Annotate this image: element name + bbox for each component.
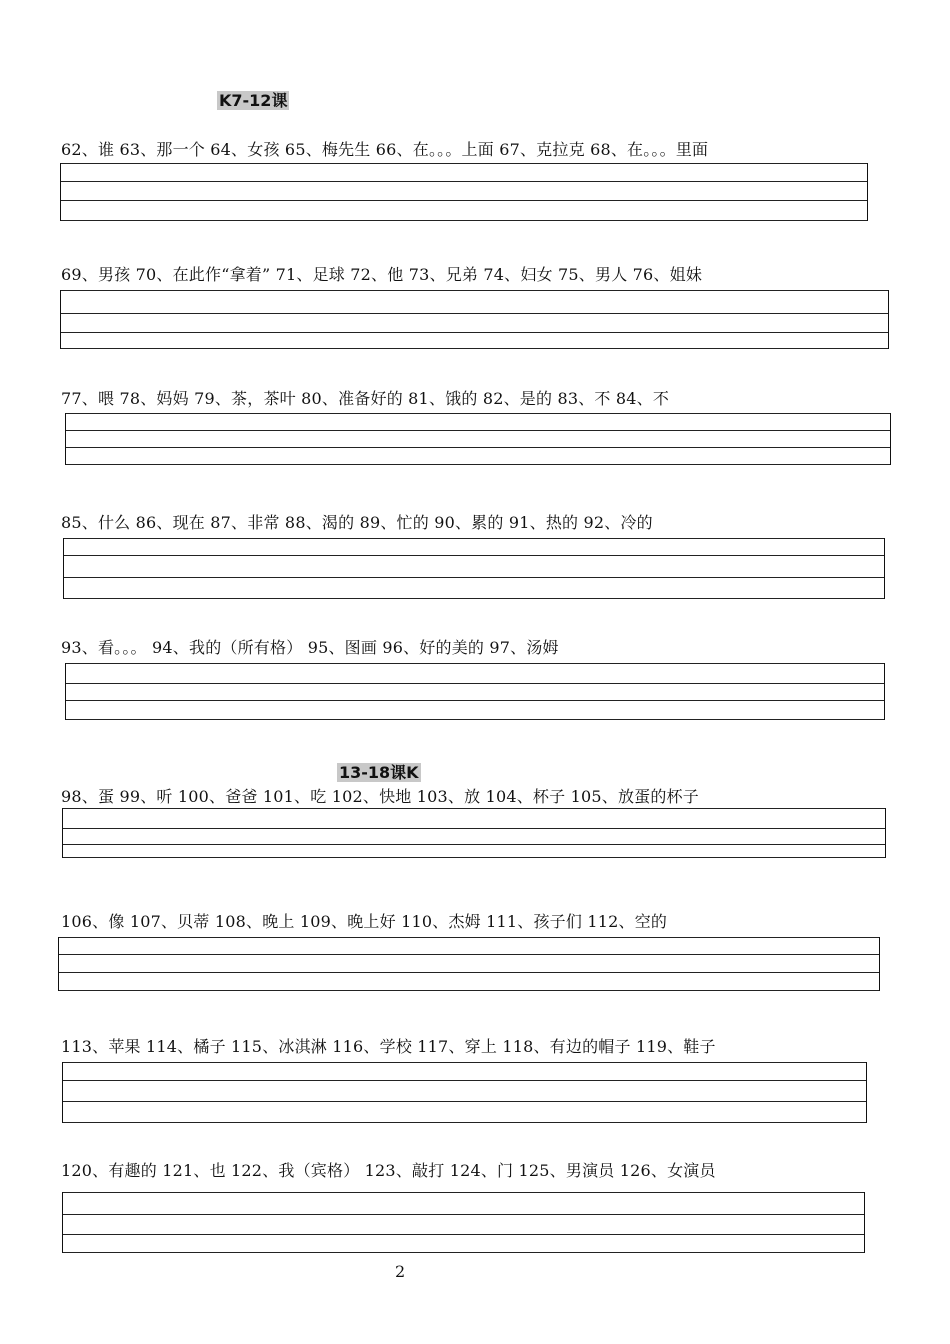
vocab-row-9: 120、有趣的 121、也 122、我（宾格） 123、敲打 124、门 125、男演员 126、女演员 bbox=[61, 1161, 716, 1180]
vocab-row-7: 106、像 107、贝蒂 108、晚上 109、晚上好 110、杰姆 111、孩子们 112、空的 bbox=[61, 912, 668, 931]
writing-box-2 bbox=[60, 290, 889, 349]
vocab-row-5: 93、看。。。 94、我的（所有格） 95、图画 96、好的美的 97、汤姆 bbox=[61, 638, 559, 657]
vocab-row-8: 113、苹果 114、橘子 115、冰淇淋 116、学校 117、穿上 118、有边的帽子 119、鞋子 bbox=[61, 1037, 716, 1056]
writing-box-9 bbox=[62, 1192, 865, 1253]
lesson-heading-13-18: 13-18课K bbox=[339, 763, 419, 782]
writing-box-6 bbox=[62, 808, 886, 858]
writing-box-1 bbox=[60, 163, 868, 221]
writing-box-5 bbox=[65, 663, 885, 720]
lesson-heading-k7-12: K7-12课 bbox=[219, 91, 288, 110]
vocab-row-3: 77、喂 78、妈妈 79、茶，茶叶 80、准备好的 81、饿的 82、是的 83、不 84、不 bbox=[61, 389, 670, 408]
writing-box-8 bbox=[62, 1062, 867, 1123]
writing-box-7 bbox=[58, 937, 880, 991]
vocab-row-6: 98、蛋 99、听 100、爸爸 101、吃 102、快地 103、放 104、杯子 105、放蛋的杯子 bbox=[61, 787, 699, 806]
vocab-row-4: 85、什么 86、现在 87、非常 88、渴的 89、忙的 90、累的 91、热的 92、冷的 bbox=[61, 513, 653, 532]
writing-box-3 bbox=[65, 413, 891, 465]
page-number: 2 bbox=[395, 1262, 406, 1281]
vocab-row-2: 69、男孩 70、在此作“拿着” 71、足球 72、他 73、兄弟 74、妇女 75、男人 76、姐妹 bbox=[61, 265, 703, 284]
vocab-row-1: 62、谁 63、那一个 64、女孩 65、梅先生 66、在。。。上面 67、克拉克 68、在。。。里面 bbox=[61, 140, 709, 159]
writing-box-4 bbox=[63, 538, 885, 599]
